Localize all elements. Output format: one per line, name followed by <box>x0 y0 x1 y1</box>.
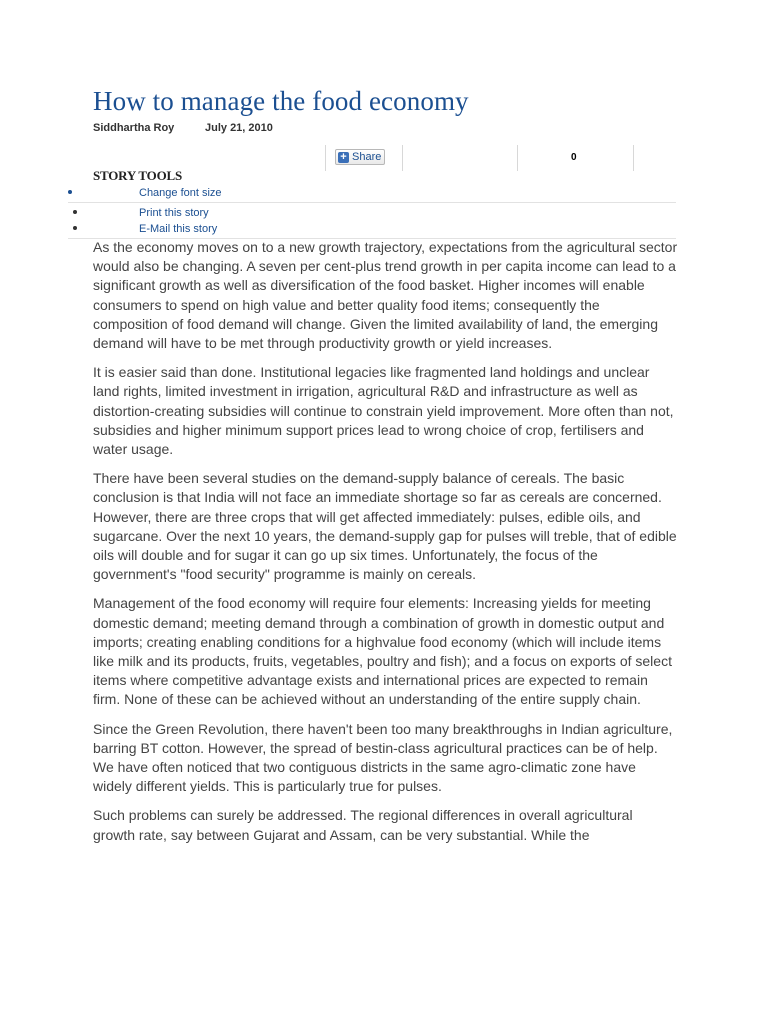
share-button[interactable] <box>335 149 385 165</box>
article-paragraph: As the economy moves on to a new growth trajectory, expectations from the agricultural sector would also be changing. A seven per cent-plus trend growth in per capita income can lead to a significant growth as well as diversification of the food basket. Higher incomes will enable consumers to spend on high value and better quality food items; consequently the composition of food demand will change. Given the limited availability of land, the emerging demand will have to be met through productivity growth or yield increases. <box>93 239 678 352</box>
bullet-icon <box>68 190 72 194</box>
story-tool-item <box>0 223 676 239</box>
change-font-size-link[interactable]: Change font size <box>139 187 222 199</box>
plus-icon: + <box>338 152 349 163</box>
article-paragraph: Since the Green Revolution, there haven't been too many breakthroughs in Indian agriculture, barring BT cotton. However, the spread of bestin-class agricultural practices can be of help. We have often noticed that two contiguous districts in the same agro-climatic zone have widely different yields. This is particularly true for pulses. <box>93 720 673 795</box>
article-paragraph: Management of the food economy will require four elements: Increasing yields for meeting domestic demand; meeting demand through a combination of growth in domestic output and imports; creating enabling conditions for a highvalue food economy (which will include items like milk and its products, fruits, vegetables, poultry and fish); and a focus on exports of select items where competitive advantage exists and international prices are expected to remain firm. None of these can be achieved without an understanding of the entire supply chain. <box>93 595 672 708</box>
share-button-label: Share <box>352 151 382 163</box>
article-paragraph: Such problems can surely be addressed. The regional differences in overall agricultural growth rate, say between Gujarat and Assam, can be very substantial. While the <box>93 807 633 843</box>
article-title: How to manage the food economy <box>93 86 469 116</box>
share-bar-divider <box>402 145 403 171</box>
print-story-link[interactable]: Print this story <box>139 207 209 219</box>
email-story-link[interactable]: E-Mail this story <box>139 223 218 235</box>
bullet-icon <box>73 226 77 230</box>
divider <box>68 202 676 203</box>
article-paragraph: It is easier said than done. Institutional legacies like fragmented land holdings and unclear land rights, limited investment in irrigation, agricultural R&D and infrastructure as well as distortion-creating subsidies will continue to constrain yield improvement. More often than not, subsidies and higher minimum support prices lead to wrong choice of crop, fertilisers and water usage. <box>93 364 674 458</box>
article-body <box>93 238 678 855</box>
author-name: Siddhartha Roy <box>93 122 175 134</box>
share-bar-divider <box>633 145 634 171</box>
story-tool-item <box>0 207 676 223</box>
story-tool-item <box>0 187 676 203</box>
share-count: 0 <box>571 152 577 163</box>
bullet-icon <box>73 210 77 214</box>
publish-date: July 21, 2010 <box>205 122 273 134</box>
share-bar-divider <box>517 145 518 171</box>
share-bar-divider <box>325 145 326 171</box>
article-paragraph: There have been several studies on the demand-supply balance of cereals. The basic conclusion is that India will not face an immediate shortage so far as cereals are concerned. However, there are three crops that will get affected immediately: pulses, edible oils, and sugarcane. Over the next 10 years, the demand-supply gap for pulses will treble, that of edible oils will double and for sugar it can go up six times. Unfortunately, the focus of the government's "food security" programme is mainly on cereals. <box>93 470 677 583</box>
story-tools-heading: STORY TOOLS <box>93 168 182 183</box>
